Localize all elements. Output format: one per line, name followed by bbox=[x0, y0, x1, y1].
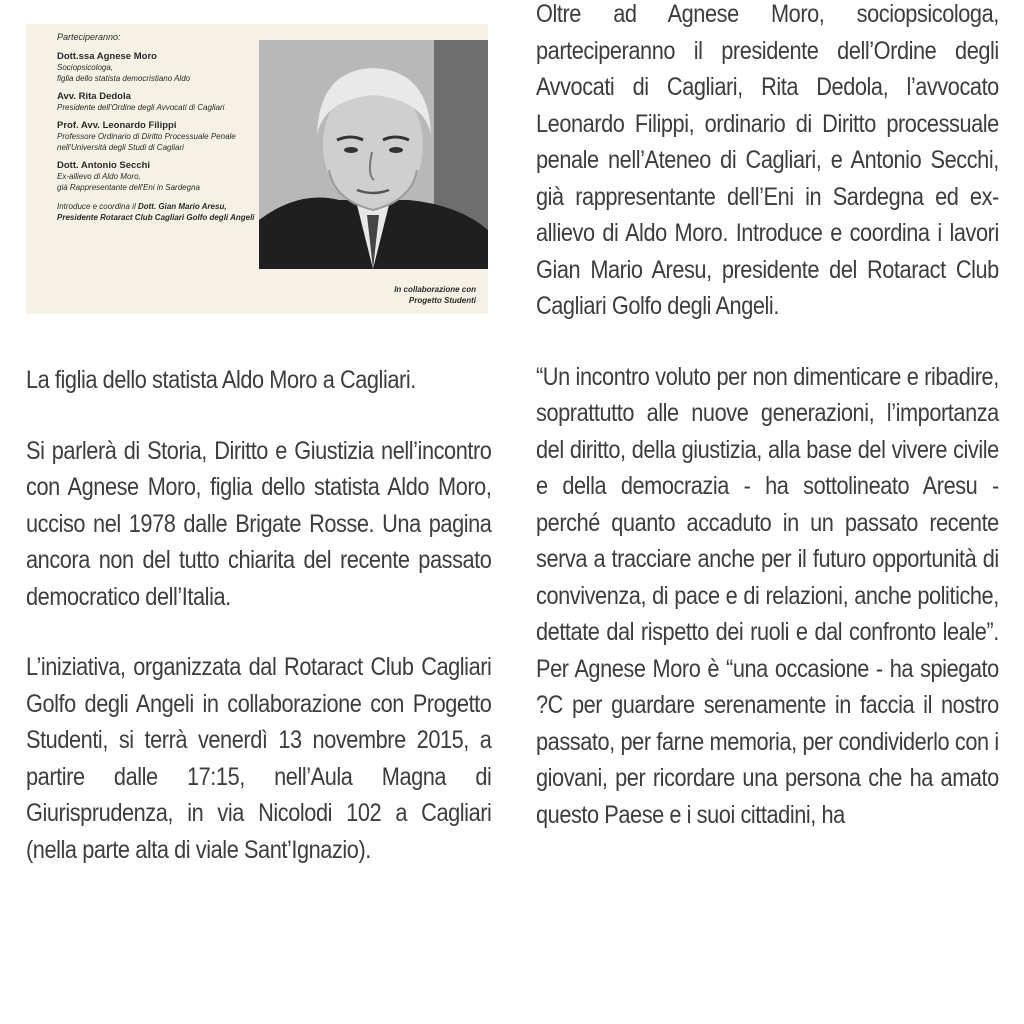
participant-role: Professore Ordinario di Diritto Processuale Penale bbox=[57, 132, 236, 141]
article-paragraph: La figlia dello statista Aldo Moro a Cagliari. bbox=[26, 366, 416, 394]
coordinator-prefix: Introduce e coordina il bbox=[57, 202, 136, 211]
article-paragraph: Oltre ad Agnese Moro, sociopsicologa, parteciperanno il presidente dell’Ordine degli Avvocati di Cagliari, Rita Dedola, l’avvocato Leonardo Filippi, ordinario di Diritto processuale penale nell’Ateneo di Cagliari, e Antonio Secchi, già rappresentante dell’Eni in Sardegna ed ex-allievo di Aldo Moro. Introduce e coordina i lavori Gian Mario Aresu, presidente del Rotaract Club Cagliari Golfo degli Angeli. bbox=[536, 0, 999, 320]
coordinator-role: Presidente Rotaract Club Cagliari Golfo degli Angeli bbox=[57, 213, 255, 222]
poster-intro: Parteciperanno: bbox=[57, 32, 121, 42]
participant-name: Dott. Antonio Secchi bbox=[57, 160, 151, 171]
participant-role: Presidente dell'Ordine degli Avvocati di Cagliari bbox=[57, 103, 225, 112]
portrait-image bbox=[259, 40, 488, 269]
participant-name: Avv. Rita Dedola bbox=[57, 91, 131, 102]
collaboration-note bbox=[356, 284, 476, 306]
participant-role: Ex-allievo di Aldo Moro, bbox=[57, 172, 141, 181]
article-right-column bbox=[536, 0, 999, 867]
coordinator-name: Dott. Gian Mario Aresu, bbox=[137, 202, 227, 211]
participant-role: figlia dello statista democristiano Aldo bbox=[57, 74, 191, 83]
article-left-column bbox=[26, 362, 491, 902]
participant-role: già Rappresentante dell'Eni in Sardegna bbox=[57, 183, 200, 192]
participant-name: Prof. Avv. Leonardo Filippi bbox=[57, 120, 177, 131]
article-paragraph: “Un incontro voluto per non dimenticare e ribadire, soprattutto alle nuove generazioni, l’importanza del diritto, della giustizia, alla base del vivere civile e della democrazia - ha sottolineato Aresu - perché quanto accaduto in un passato recente serva a tracciare anche per il futuro opportunità di convivenza, di pace e di relazioni, anche politiche, dettate dal rispetto dei ruoli e dal confronto leale”. Per Agnese Moro è “una occasione - ha spiegato ?C per guardare serenamente in faccia il nostro passato, per farne memoria, per condividerlo con i giovani, per ricordare una persona che ha amato questo Paese e i suoi cittadini, ha bbox=[536, 362, 999, 829]
participants-list bbox=[57, 32, 282, 223]
collaboration-line-1: In collaborazione con bbox=[394, 285, 476, 294]
participant-name: Dott.ssa Agnese Moro bbox=[57, 51, 157, 62]
event-poster bbox=[26, 24, 488, 314]
coordinator-line bbox=[57, 201, 282, 212]
participant-role: Sociopsicologa, bbox=[57, 63, 114, 72]
participant-role: nell'Università degli Studi di Cagliari bbox=[57, 143, 184, 152]
collaboration-line-2: Progetto Studenti bbox=[408, 296, 476, 305]
article-paragraph: Si parlerà di Storia, Diritto e Giustizia nell’incontro con Agnese Moro, figlia dello statista Aldo Moro, ucciso nel 1978 dalle Brigate Rosse. Una pagina ancora non del tutto chiarita del recente passato democratico dell’Italia. bbox=[26, 436, 492, 611]
article-paragraph: L’iniziativa, organizzata dal Rotaract Club Cagliari Golfo degli Angeli in collaborazione con Progetto Studenti, si terrà venerdì 13 novembre 2015, a partire dalle 17:15, nell’Aula Magna di Giurisprudenza, in via Nicolodi 102 a Cagliari (nella parte alta di viale Sant’Ignazio). bbox=[26, 653, 492, 864]
portrait-photo bbox=[259, 40, 488, 269]
